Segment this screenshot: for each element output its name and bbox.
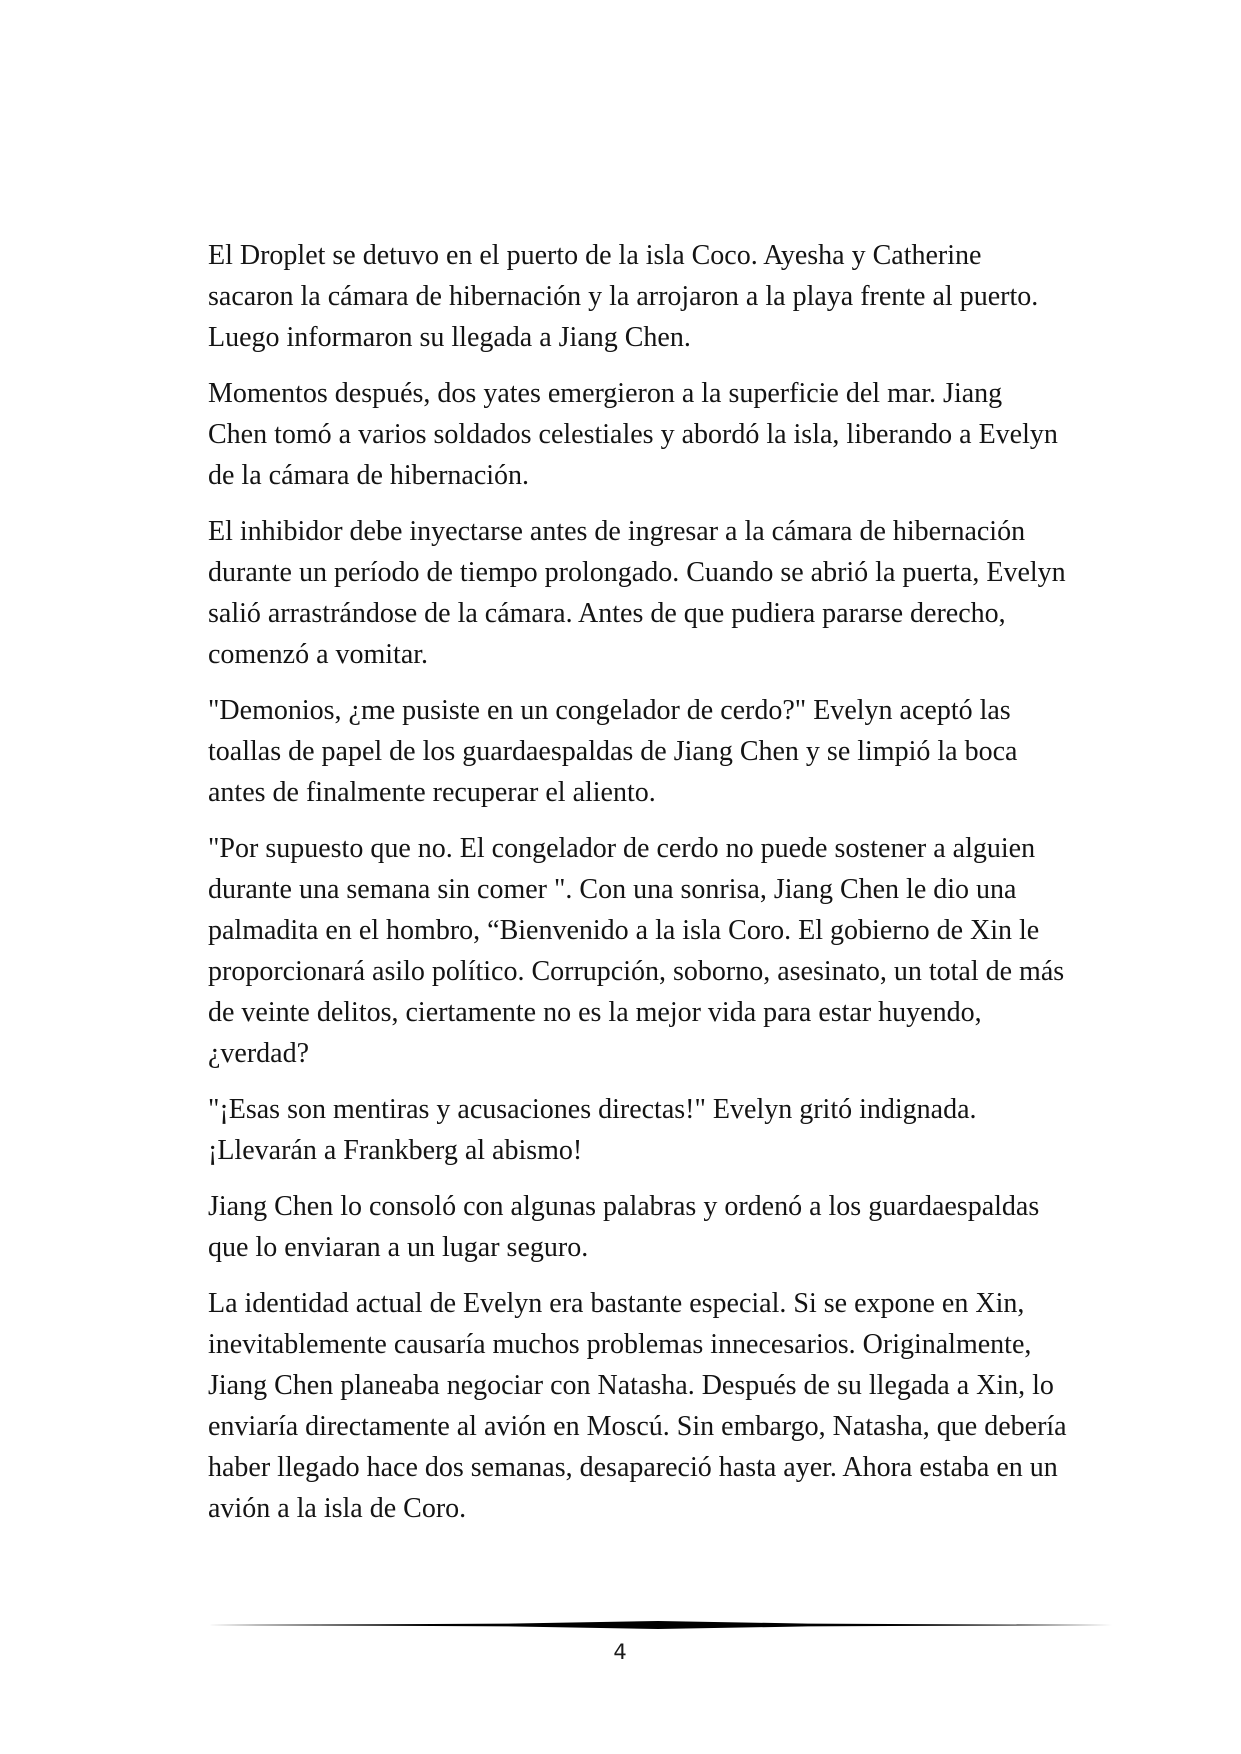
paragraph-4: "Demonios, ¿me pusiste en un congelador de cerdo?" Evelyn aceptó las toallas de papel de los guardaespaldas de Jiang Chen y se limpió la boca antes de finalmente recuperar el aliento. [208, 695, 1018, 808]
paragraph-2: Momentos después, dos yates emergieron a la superficie del mar. Jiang Chen tomó a varios soldados celestiales y abordó la isla, liberando a Evelyn de la cámara de hibernación. [208, 378, 1058, 491]
paragraph-8: La identidad actual de Evelyn era bastante especial. Si se expone en Xin, inevitablemente causaría muchos problemas innecesarios. Originalmente, Jiang Chen planeaba negociar con Natasha. Después de su llegada a Xin, lo enviaría directamente al avión en Moscú. Sin embargo, Natasha, que debería haber llegado hace dos semanas, desapareció hasta ayer. Ahora estaba en un avión a la isla de Coro. [208, 1288, 1067, 1524]
paragraph-7: Jiang Chen lo consoló con algunas palabras y ordenó a los guardaespaldas que lo enviaran a un lugar seguro. [208, 1191, 1040, 1263]
footer-divider [208, 1620, 1112, 1630]
paragraph-3: El inhibidor debe inyectarse antes de ingresar a la cámara de hibernación durante un período de tiempo prolongado. Cuando se abrió la puerta, Evelyn salió arrastrándose de la cámara. Antes de que pudiera pararse derecho, comenzó a vomitar. [208, 516, 1066, 670]
paragraph-1: El Droplet se detuvo en el puerto de la isla Coco. Ayesha y Catherine sacaron la cámara de hibernación y la arrojaron a la playa frente al puerto. Luego informaron su llegada a Jiang Chen. [208, 240, 1039, 353]
paragraph-6: "¡Esas son mentiras y acusaciones directas!" Evelyn gritó indignada. ¡Llevarán a Frankberg al abismo! [208, 1094, 977, 1166]
paragraph-5: "Por supuesto que no. El congelador de cerdo no puede sostener a alguien durante una semana sin comer ". Con una sonrisa, Jiang Chen le dio una palmadita en el hombro, “Bienvenido a la isla Coro. El gobierno de Xin le proporcionará asilo político. Corrupción, soborno, asesinato, un total de más de veinte delitos, ciertamente no es la mejor vida para estar huyendo, ¿verdad? [208, 833, 1065, 1069]
page-number: 4 [613, 1640, 627, 1664]
body-text [208, 235, 1068, 1544]
